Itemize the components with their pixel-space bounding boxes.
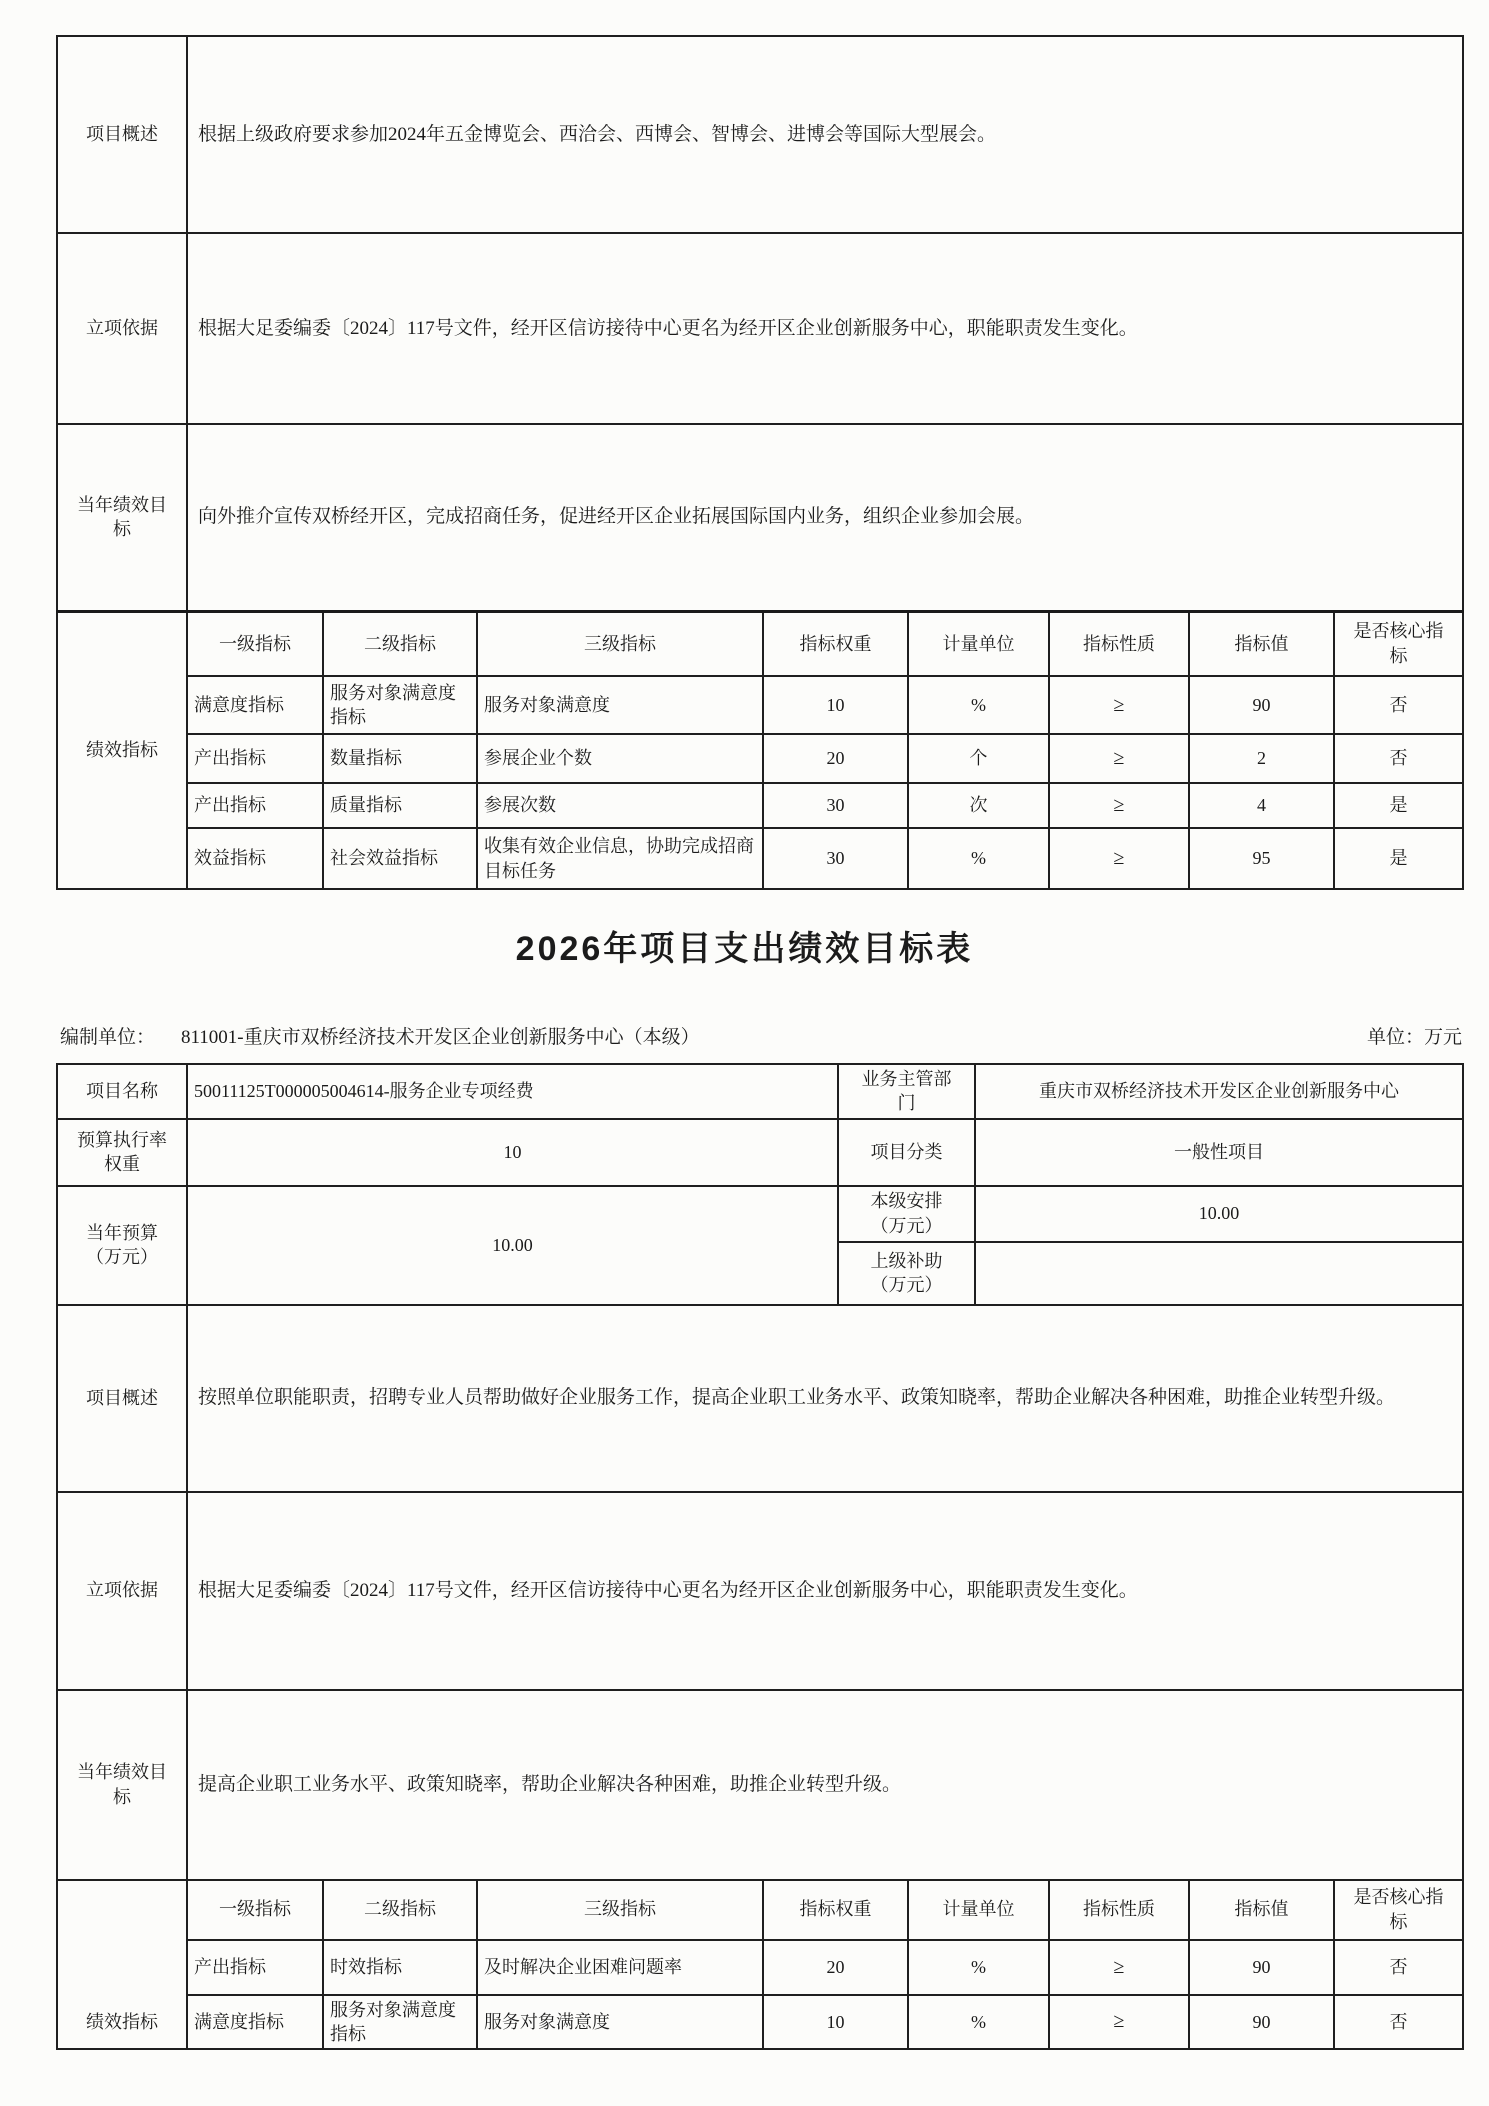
header-weight: 指标权重 bbox=[763, 1880, 908, 1940]
indicator-cell: % bbox=[908, 676, 1049, 734]
indicator-cell: 20 bbox=[763, 734, 908, 783]
project-overview-text: 根据上级政府要求参加2024年五金博览会、西洽会、西博会、智博会、进博会等国际大型展会。 bbox=[187, 36, 1463, 233]
annual-goal-text: 向外推介宣传双桥经开区，完成招商任务，促进经开区企业拓展国际国内业务，组织企业参加会展。 bbox=[187, 424, 1463, 611]
indicator-cell: 产出指标 bbox=[187, 1940, 323, 1995]
project-overview-label: 项目概述 bbox=[57, 1305, 187, 1492]
indicator-cell: 否 bbox=[1334, 1940, 1463, 1995]
table-row bbox=[57, 1690, 1463, 1880]
indicator-cell: 及时解决企业困难问题率 bbox=[477, 1940, 763, 1995]
indicator-cell: ≥ bbox=[1049, 1940, 1189, 1995]
indicator-cell: 服务对象满意度指标 bbox=[323, 676, 477, 734]
indicator-row bbox=[57, 1995, 1463, 2050]
indicator-cell: 10 bbox=[763, 676, 908, 734]
indicator-row bbox=[57, 734, 1463, 783]
indicator-cell: % bbox=[908, 1940, 1049, 1995]
indicator-cell: 效益指标 bbox=[187, 828, 323, 889]
header-level2: 二级指标 bbox=[323, 1880, 477, 1940]
exec-rate-value: 10 bbox=[187, 1119, 838, 1186]
indicator-cell: ≥ bbox=[1049, 783, 1189, 828]
prepared-by-label: 编制单位： bbox=[60, 1027, 156, 1048]
prepared-by-value: 811001-重庆市双桥经济技术开发区企业创新服务中心（本级） bbox=[181, 1027, 700, 1048]
indicator-cell: 满意度指标 bbox=[187, 676, 323, 734]
indicator-cell: 参展次数 bbox=[477, 783, 763, 828]
indicator-cell: 服务对象满意度 bbox=[477, 676, 763, 734]
indicator-cell: ≥ bbox=[1049, 828, 1189, 889]
prepared-by bbox=[60, 1022, 700, 1049]
dept-value: 重庆市双桥经济技术开发区企业创新服务中心 bbox=[975, 1064, 1463, 1119]
table-row bbox=[57, 1305, 1463, 1492]
indicator-cell: 30 bbox=[763, 783, 908, 828]
local-arrangement-label: 本级安排（万元） bbox=[838, 1186, 975, 1242]
indicator-cell: 参展企业个数 bbox=[477, 734, 763, 783]
header-unit: 计量单位 bbox=[908, 1880, 1049, 1940]
page-title: 2026年项目支出绩效目标表 bbox=[515, 930, 974, 968]
indicator-cell: % bbox=[908, 828, 1049, 889]
project-basis-text: 根据大足委编委〔2024〕117号文件，经开区信访接待中心更名为经开区企业创新服务中心，职能职责发生变化。 bbox=[187, 1492, 1463, 1690]
indicator-cell: 数量指标 bbox=[323, 734, 477, 783]
indicator-cell: 2 bbox=[1189, 734, 1334, 783]
indicator-cell: 服务对象满意度 bbox=[477, 1995, 763, 2050]
indicator-row bbox=[57, 676, 1463, 734]
indicator-cell: 是 bbox=[1334, 783, 1463, 828]
annual-goal-label: 当年绩效目标 bbox=[57, 424, 187, 611]
indicator-cell: 社会效益指标 bbox=[323, 828, 477, 889]
indicator-cell: 产出指标 bbox=[187, 783, 323, 828]
project-name-value: 50011125T000005004614-服务企业专项经费 bbox=[187, 1064, 838, 1119]
indicator-cell: 20 bbox=[763, 1940, 908, 1995]
table-row bbox=[57, 424, 1463, 611]
indicator-row bbox=[57, 1940, 1463, 1995]
annual-goal-text: 提高企业职工业务水平、政策知晓率，帮助企业解决各种困难，助推企业转型升级。 bbox=[187, 1690, 1463, 1880]
indicator-cell: 95 bbox=[1189, 828, 1334, 889]
indicators-label: 绩效指标 bbox=[57, 1880, 187, 2050]
header-level3: 三级指标 bbox=[477, 611, 763, 676]
project-basis-text: 根据大足委编委〔2024〕117号文件，经开区信访接待中心更名为经开区企业创新服务中心，职能职责发生变化。 bbox=[187, 233, 1463, 424]
indicator-cell: ≥ bbox=[1049, 676, 1189, 734]
unit-note: 单位：万元 bbox=[1366, 1027, 1462, 1048]
indicator-cell: 90 bbox=[1189, 676, 1334, 734]
indicator-cell: 收集有效企业信息，协助完成招商目标任务 bbox=[477, 828, 763, 889]
header-core: 是否核心指标 bbox=[1334, 1880, 1463, 1940]
header-level1: 一级指标 bbox=[187, 611, 323, 676]
project-basis-label: 立项依据 bbox=[57, 233, 187, 424]
annual-goal-label: 当年绩效目标 bbox=[57, 1690, 187, 1880]
header-nature: 指标性质 bbox=[1049, 611, 1189, 676]
indicator-cell: 90 bbox=[1189, 1995, 1334, 2050]
project-overview-text: 按照单位职能职责，招聘专业人员帮助做好企业服务工作，提高企业职工业务水平、政策知晓率，帮助企业解决各种困难，助推企业转型升级。 bbox=[187, 1305, 1463, 1492]
indicator-row bbox=[57, 828, 1463, 889]
annual-budget-label: 当年预算（万元） bbox=[57, 1186, 187, 1305]
dept-label: 业务主管部门 bbox=[838, 1064, 975, 1119]
header-weight: 指标权重 bbox=[763, 611, 908, 676]
indicator-cell: 30 bbox=[763, 828, 908, 889]
indicator-cell: 90 bbox=[1189, 1940, 1334, 1995]
performance-target-table-fragment bbox=[56, 35, 1464, 890]
project-name-label: 项目名称 bbox=[57, 1064, 187, 1119]
local-arrangement-value: 10.00 bbox=[975, 1186, 1463, 1242]
indicator-cell: 10 bbox=[763, 1995, 908, 2050]
category-label: 项目分类 bbox=[838, 1119, 975, 1186]
indicator-cell: ≥ bbox=[1049, 1995, 1189, 2050]
project-basis-label: 立项依据 bbox=[57, 1492, 187, 1690]
header-value: 指标值 bbox=[1189, 611, 1334, 676]
table-row bbox=[57, 1186, 1463, 1242]
table-row bbox=[57, 1492, 1463, 1690]
exec-rate-label: 预算执行率权重 bbox=[57, 1119, 187, 1186]
performance-target-table-2026 bbox=[56, 1063, 1464, 2050]
indicator-cell: 服务对象满意度指标 bbox=[323, 1995, 477, 2050]
header-value: 指标值 bbox=[1189, 1880, 1334, 1940]
superior-subsidy-value bbox=[975, 1242, 1463, 1305]
table-row bbox=[57, 36, 1463, 233]
indicator-row bbox=[57, 783, 1463, 828]
indicator-cell: 4 bbox=[1189, 783, 1334, 828]
indicator-cell: ≥ bbox=[1049, 734, 1189, 783]
header-level2: 二级指标 bbox=[323, 611, 477, 676]
indicator-cell: 否 bbox=[1334, 1995, 1463, 2050]
project-overview-label: 项目概述 bbox=[57, 36, 187, 233]
indicator-cell: 时效指标 bbox=[323, 1940, 477, 1995]
indicator-cell: 否 bbox=[1334, 676, 1463, 734]
category-value: 一般性项目 bbox=[975, 1119, 1463, 1186]
superior-subsidy-label: 上级补助（万元） bbox=[838, 1242, 975, 1305]
header-core: 是否核心指标 bbox=[1334, 611, 1463, 676]
indicator-cell: % bbox=[908, 1995, 1049, 2050]
indicator-cell: 满意度指标 bbox=[187, 1995, 323, 2050]
indicator-header-row bbox=[57, 1880, 1463, 1940]
indicator-cell: 次 bbox=[908, 783, 1049, 828]
header-level1: 一级指标 bbox=[187, 1880, 323, 1940]
header-nature: 指标性质 bbox=[1049, 1880, 1189, 1940]
indicator-cell: 否 bbox=[1334, 734, 1463, 783]
header-level3: 三级指标 bbox=[477, 1880, 763, 1940]
table-row bbox=[57, 1064, 1463, 1119]
meta-line bbox=[60, 1022, 1462, 1049]
header-unit: 计量单位 bbox=[908, 611, 1049, 676]
indicators-label: 绩效指标 bbox=[57, 611, 187, 889]
indicator-cell: 是 bbox=[1334, 828, 1463, 889]
indicator-header-row bbox=[57, 611, 1463, 676]
indicator-cell: 质量指标 bbox=[323, 783, 477, 828]
table-row bbox=[57, 1119, 1463, 1186]
annual-budget-value: 10.00 bbox=[187, 1186, 838, 1305]
indicator-cell: 个 bbox=[908, 734, 1049, 783]
table-row bbox=[57, 233, 1463, 424]
indicator-cell: 产出指标 bbox=[187, 734, 323, 783]
